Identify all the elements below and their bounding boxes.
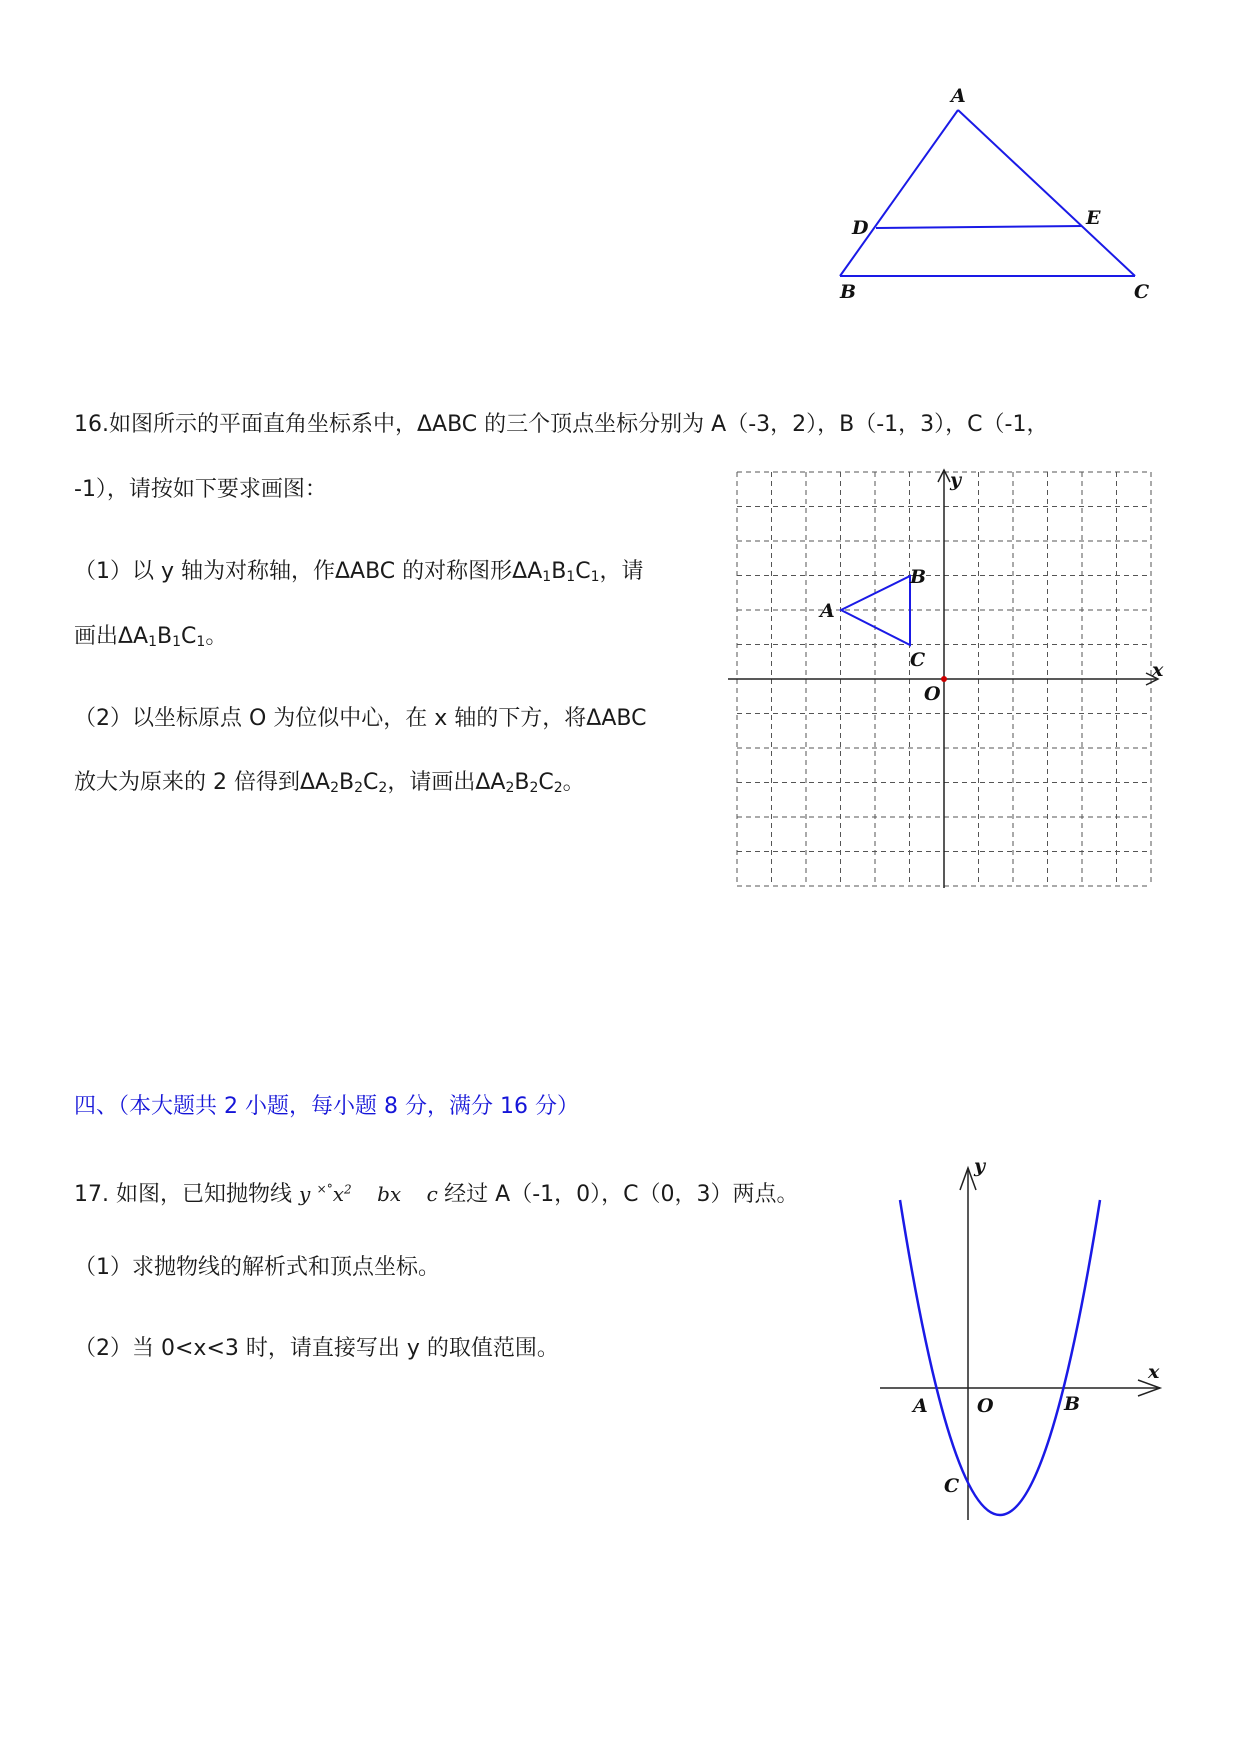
label-B: B [840,281,857,303]
q16-part1-text-b: B [551,559,567,584]
q16-part2-text-b: 放大为原来的 2 倍得到ΔA [74,770,331,795]
q17-formula-bx: bx [377,1182,402,1206]
q16-sub: 1 [542,569,552,585]
q17-part1: （1）求抛物线的解析式和顶点坐标。 [74,1255,440,1280]
q16-sub: 1 [590,569,600,585]
grid-label-y: y [950,469,962,491]
parabola-label-O: O [977,1395,994,1417]
q16-part2-text-d: C [363,770,379,795]
q17-line1-b: 经过 A（-1，0），C（0，3）两点。 [444,1182,799,1207]
q16-part2-text-e: ，请画出ΔA [387,770,506,795]
q16-part2-line1: （2）以坐标原点 O 为位似中心，在 x 轴的下方，将ΔABC [74,706,647,731]
q17-formula-x: x [332,1182,344,1206]
q16-sub: 1 [566,569,576,585]
grid-label-C: C [910,649,926,671]
q16-part1-text-f: B [157,624,173,649]
parabola-label-B: B [1064,1393,1081,1415]
q17-formula-c: c [426,1182,438,1206]
q17-formula-y: y [298,1182,311,1206]
parabola-label-C: C [944,1475,960,1497]
q16-sub: 2 [378,780,388,796]
q16-part1-text-e: 画出ΔA [74,624,149,649]
label-E: E [1086,207,1101,229]
q17-formula: y $^{\times^\circ}x^2$ bx c [298,1182,438,1206]
grid-label-x: x [1152,659,1164,681]
q16-sub: 2 [529,780,539,796]
q16-part2-text-g: C [538,770,554,795]
parabola-label-A: A [913,1395,928,1417]
q16-part2-text-h: 。 [562,770,585,795]
q16-sub: 2 [553,780,563,796]
q16-sub: 1 [196,634,206,650]
q16-sub: 1 [172,634,182,650]
grid-label-O: O [924,683,941,705]
q17-line1-a: 17. 如图，已知抛物线 [74,1182,292,1207]
q16-sub: 1 [148,634,158,650]
parabola-curve [900,1200,1100,1515]
q16-part1-text-d: ，请 [599,559,644,584]
section-4-heading: 四、（本大题共 2 小题，每小题 8 分，满分 16 分） [74,1094,579,1119]
q16-sub: 2 [354,780,364,796]
label-D: D [852,217,869,239]
grid-label-A: A [820,600,835,622]
label-A: A [951,85,966,107]
q16-line1: 16.如图所示的平面直角坐标系中，ΔABC 的三个顶点坐标分别为 A（-3，2），B（-1，3），C（-1， [74,412,1049,437]
q16-sub: 2 [505,780,515,796]
q17-formula-sup: 2 [344,1182,352,1197]
parabola-label-x: x [1148,1361,1160,1383]
parabola-label-y: y [974,1155,986,1177]
q17-part2: （2）当 0<x<3 时，请直接写出 y 的取值范围。 [74,1336,559,1361]
q16-part2-text-c: B [339,770,355,795]
q16-part1-text-a: （1）以 y 轴为对称轴，作ΔABC 的对称图形ΔA [74,559,543,584]
q16-part1-text-g: C [181,624,197,649]
q16-part2-text-f: B [514,770,530,795]
label-C: C [1134,281,1150,303]
grid-label-B: B [910,566,927,588]
q16-line2: -1），请按如下要求画图： [74,477,327,502]
q16-part1-text-h: 。 [205,624,228,649]
q16-part1-text-c: C [575,559,591,584]
q16-sub: 2 [330,780,340,796]
